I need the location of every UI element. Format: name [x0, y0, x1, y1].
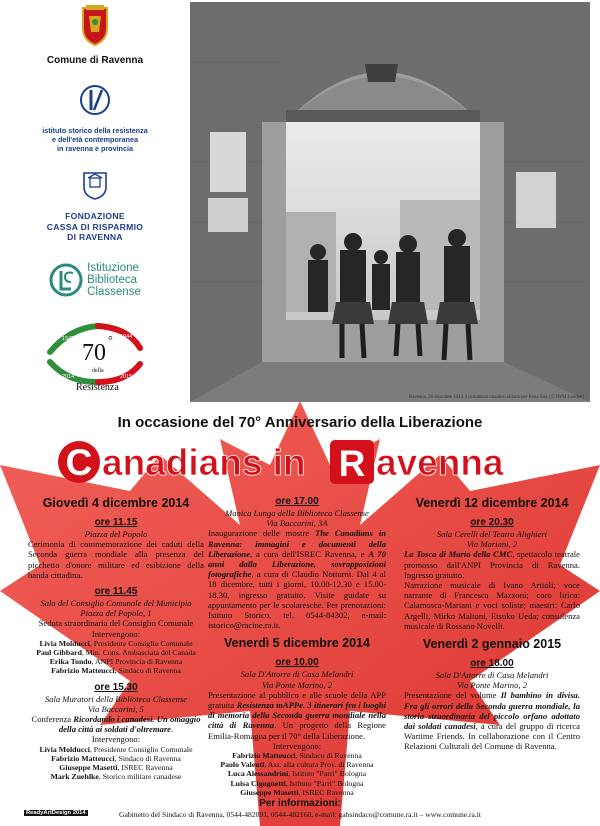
- title-text-anadians: anadians in: [102, 442, 306, 483]
- istituto-line-1: istituto storico della resistenza: [42, 126, 148, 135]
- event-place: Sala Muratori della Biblioteca Classense: [44, 693, 188, 704]
- footer-info-label: Per informazioni:: [259, 798, 341, 809]
- comune-logo: [0, 4, 190, 66]
- fondazione-name: [0, 211, 190, 243]
- title-text-avenna: avenna: [376, 442, 504, 483]
- photo-caption: Ravenna, 28 dicembre 1944. I cornamusi canadesi sfilano per Porta Sisi. (© IWM London): [409, 395, 584, 400]
- parade-photo-illustration: [190, 2, 590, 402]
- speaker-row: Livia Molducci, Presidente Consiglio Comunale: [39, 744, 193, 754]
- event-time: ore 17.00: [275, 496, 319, 507]
- anniversary-year-3: 2014: [62, 374, 75, 380]
- speakers-label: Intervengono:: [91, 734, 141, 745]
- event-time: ore 11.15: [94, 517, 138, 528]
- day-heading: Giovedì 4 dicembre 2014: [42, 496, 190, 510]
- title-letter-r: R: [338, 443, 366, 484]
- event-description: Conferenza Ricordando i canadesi. Un omaggio della città ai soldati d'oltremare.: [31, 714, 201, 735]
- fondazione-logo: [0, 170, 190, 243]
- event-time: ore 11.45: [94, 586, 138, 598]
- day-heading: Venerdì 2 gennaio 2015: [422, 637, 562, 652]
- istituto-storico-logo: [0, 84, 190, 153]
- biblioteca-line-3: Classense: [87, 286, 141, 298]
- event-description: Inaugurazione delle mostre The Canadians in Ravenna: immagini e documenti della Liberazione, a cura dell'ISREC Ravenna, e A 70 anni dalla Liberazione, sovrapposizioni fotografiche, a cura di Claudio Notturni. Dal 4 al 18 dicembre, tutti i giorni, 10.00-12.30 e 15.00-18.30, ingresso gratuito. Visite guidate su appuntamento per le scolaresche. Per prenotazioni: Istituto Storico, tel. 0544-84302, e-mail: istorico@racine.ra.it.: [208, 528, 387, 631]
- speaker-row: Livia Molducci, Presidente Consiglio Comunale: [39, 638, 193, 648]
- istituto-line-2: e dell'età contemporanea: [52, 135, 138, 144]
- event-place: Piazza del Popolo: [84, 529, 148, 539]
- fondazione-line-3: DI RAVENNA: [67, 232, 123, 242]
- classense-monogram-icon: [49, 262, 83, 298]
- event-place: Sala D'Attorre di Casa Melandri: [240, 669, 354, 680]
- event-place: Manica Lunga della Biblioteca Classense: [225, 508, 369, 518]
- event-description: Cerimonia di commemorazione dei caduti della Seconda guerra mondiale alla presenza del picchetto d'onore militare ed esibizione della banda cittadina.: [28, 539, 204, 580]
- speakers-label: Intervengono:: [272, 740, 322, 751]
- svg-text:°: °: [108, 333, 113, 347]
- anniversary-year-1: 1945: [62, 336, 75, 342]
- event-time: ore 18.00: [470, 658, 514, 670]
- event-place: Sala D'Attorre di Casa Melandri: [435, 670, 549, 681]
- comune-name: Comune di Ravenna: [46, 55, 144, 66]
- event-description: Presentazione al pubblico e alle scuole della APP gratuita Resistenza mAPPe. 3 itinerari fra i luoghi di memoria della Seconda guerra mondiale nella città di Ravenna. Un progetto della Regione Emilia-Romagna per il 70° della Liberazione.: [208, 689, 386, 741]
- event-time: ore 15.30: [94, 681, 138, 693]
- anniversary-label: Resistenza: [76, 382, 119, 393]
- istituto-line-3: in ravenna e provincia: [57, 144, 133, 153]
- biblioteca-line-1: Istituzione: [87, 262, 139, 274]
- left-column: [28, 496, 204, 781]
- fondazione-crest-icon: [81, 170, 109, 200]
- event-place-address: Via Ponte Marino, 2: [261, 679, 332, 690]
- event-time: ore 10.00: [275, 657, 319, 669]
- event-place: Sala Cerelli del Teatro Alighieri: [436, 529, 548, 539]
- day-heading: Venerdì 5 dicembre 2014: [224, 636, 370, 651]
- event-place: Sala del Consiglio Comunale del Municipio: [40, 598, 192, 609]
- speaker-row: Fabrizio Matteucci, Sindaco di Ravenna: [51, 753, 181, 763]
- speaker-row: Luisa Cigognetti, Istituto "Parri" Bologna: [230, 778, 364, 788]
- istituto-logo-icon: [80, 84, 110, 116]
- event-place-address: Via Baccarini, 3A: [266, 518, 328, 529]
- speaker-row: Paul Gibbard, Min. Cons. Ambasciata del Canada: [36, 648, 196, 658]
- speaker-row: Mark Zuehlke, Storico militare canadese: [50, 772, 182, 782]
- anniversary-word: della: [92, 368, 104, 374]
- event-place-address: Via Mariani, 2: [466, 539, 518, 550]
- title-letter-c: C: [65, 442, 93, 483]
- event-title: Seduta straordinaria del Consiglio Comunale: [38, 618, 194, 629]
- footer-contacts: Gabinetto del Sindaco di Ravenna, 0544-482091, 0544-482160, e-mail: gabsindaco@comune.ra.it – www.comune.ra.it: [118, 810, 482, 819]
- anniversary-number: 70: [82, 340, 106, 366]
- right-column: [404, 496, 580, 752]
- event-time: ore 20.30: [470, 517, 514, 528]
- middle-column: [208, 496, 386, 797]
- speaker-row: Erika Tondo, ANPI Provincia di Ravenna: [49, 657, 183, 667]
- speaker-row: Luca Alessandrini, Istituto "Parri" Bologna: [227, 769, 367, 779]
- anniversary-year-2: 1944: [120, 334, 133, 340]
- anniversary-emblem-icon: [40, 318, 150, 394]
- speaker-row: Giuseppe Masetti, ISREC Ravenna: [59, 763, 173, 773]
- event-place-address: Piazza del Popolo, 1: [80, 608, 152, 619]
- speaker-row: Paolo Valenti, Ass. alla cultura Prov. di Ravenna: [220, 760, 374, 770]
- fondazione-line-2: CASSA DI RISPARMIO: [46, 221, 144, 232]
- speaker-row: Fabrizio Matteucci, Sindaco di Ravenna: [232, 751, 362, 761]
- logo-column: [0, 0, 190, 395]
- main-title: [56, 436, 556, 486]
- anniversary-resistenza-logo: [0, 318, 190, 394]
- anniversary-year-4: 2015: [120, 374, 133, 380]
- biblioteca-name: [87, 262, 141, 298]
- fondazione-line-1: FONDAZIONE: [65, 211, 125, 221]
- biblioteca-line-2: Biblioteca: [87, 274, 138, 286]
- event-place-address: Via Ponte Marino, 2: [456, 680, 527, 691]
- event-place-address: Via Baccarini, 5: [88, 703, 144, 714]
- occasion-headline: In occasione del 70° Anniversario della Liberazione: [117, 414, 483, 431]
- speaker-row: Fabrizio Matteucci, Sindaco di Ravenna: [51, 666, 181, 676]
- istituto-name: [0, 126, 190, 153]
- speakers-label: Intervengono:: [91, 628, 141, 639]
- event-description: La Tosca di Mario della CMC, spettacolo teatrale promosso dall'ANPI Provincia di Ravenna. Ingresso gratuito.: [404, 549, 580, 580]
- day-heading: Venerdì 12 dicembre 2014: [415, 496, 569, 510]
- event-credits: Narrazione musicale di Ivano Artioli; voce narrante di Francesca Mazzoni; coro lirico: Calamosca-Mariani e voci soliste; maestri: Carlo Argelli, Mirko Maltoni, Etsuko Ueda; consulenza musicale di Rossano Novelli.: [404, 580, 580, 631]
- event-description: Presentazione del volume Il bambino in divisa. Fra gli orrori della Seconda guerra mondiale, la storia straordinaria del piccolo orfano adottato dai soldati canadesi, a cura del gruppo di ricerca Wartime Friends. In collaborazione con il Centro Relazioni Culturali del Comune di Ravenna.: [404, 690, 580, 752]
- design-credit: ReadyArtDesign 2014: [26, 810, 86, 816]
- speaker-row: Giuseppe Masetti, ISREC Ravenna: [240, 787, 354, 797]
- biblioteca-classense-logo: [0, 262, 190, 298]
- historic-photo: [190, 2, 590, 402]
- ravenna-crest-icon: [80, 4, 110, 46]
